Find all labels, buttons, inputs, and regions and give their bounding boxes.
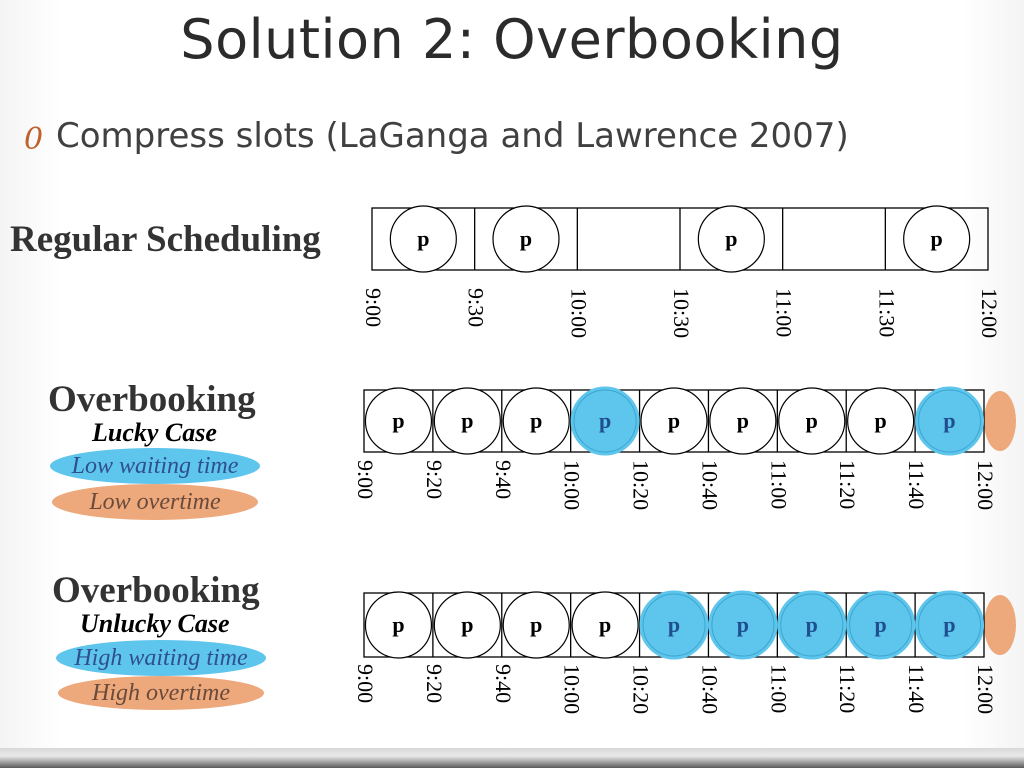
unlucky-schedule-row (353, 592, 1016, 714)
regular-time-label: 9:00 (361, 288, 386, 328)
lucky-case-label: Lucky Case (92, 418, 217, 447)
unlucky-patient-label: p (736, 612, 750, 637)
unlucky-overtime-marker (984, 595, 1016, 655)
lucky-patient-label: p (461, 408, 474, 433)
lucky-time-label: 9:40 (490, 460, 516, 500)
unlucky-case-label: Unlucky Case (80, 609, 230, 638)
lucky-time-label: 10:40 (697, 460, 723, 511)
lucky-time-label: 11:00 (766, 460, 792, 510)
unlucky-time-label: 9:40 (490, 664, 516, 704)
lucky-patient-label: p (805, 408, 818, 433)
lucky-patient-label: p (530, 408, 543, 433)
unlucky-patient-label: p (805, 612, 818, 637)
regular-patient-label: p (417, 226, 430, 251)
lucky-overtime-marker (984, 391, 1016, 451)
lucky-time-label: 11:40 (904, 460, 930, 510)
regular-scheduling-label: Regular Scheduling (10, 219, 321, 260)
unlucky-time-label: 9:00 (353, 664, 378, 704)
lucky-time-label: 9:00 (353, 460, 378, 500)
unlucky-time-label: 9:20 (421, 664, 447, 704)
lucky-patient-label: p (736, 408, 750, 433)
unlucky-patient-label: p (598, 612, 612, 637)
lucky-patient-label: p (943, 408, 956, 433)
regular-time-label: 11:30 (874, 288, 900, 338)
unlucky-patient-label: p (667, 612, 681, 637)
regular-patient-label: p (725, 226, 738, 251)
regular-patient-label: p (519, 226, 533, 251)
slide-title: Solution 2: Overbooking (180, 8, 844, 71)
bullet-marker: 0 (24, 122, 44, 157)
lucky-time-label: 12:00 (973, 460, 998, 511)
regular-time-label: 12:00 (977, 288, 1002, 339)
lucky-patient-label: p (667, 408, 681, 433)
lucky-time-label: 10:00 (559, 460, 585, 511)
unlucky-patient-label: p (874, 612, 887, 637)
lucky-patient-label: p (392, 408, 405, 433)
bullet-text: Compress slots (LaGanga and Lawrence 2007) (56, 116, 849, 156)
lucky-time-label: 10:20 (628, 460, 654, 511)
unlucky-overtime-pill: High overtime (58, 676, 264, 710)
unlucky-patient-label: p (943, 612, 956, 637)
regular-time-label: 11:00 (771, 288, 797, 338)
lucky-time-label: 11:20 (835, 460, 861, 510)
lucky-patient-label: p (874, 408, 887, 433)
lucky-overbooking-label: Overbooking (48, 379, 256, 420)
regular-time-label: 10:30 (669, 288, 694, 339)
slide-bottom-bar (0, 748, 1024, 768)
unlucky-patient-label: p (461, 612, 474, 637)
regular-schedule-row (361, 206, 1002, 338)
lucky-overtime-pill: Low overtime (52, 484, 258, 520)
unlucky-time-label: 11:00 (766, 664, 792, 714)
regular-time-label: 9:30 (463, 288, 489, 328)
unlucky-time-label: 10:40 (697, 664, 723, 715)
lucky-waiting-pill: Low waiting time (50, 448, 260, 484)
unlucky-waiting-pill: High waiting time (56, 640, 266, 676)
unlucky-patient-label: p (392, 612, 405, 637)
unlucky-time-label: 11:40 (904, 664, 930, 714)
unlucky-overbooking-label: Overbooking (52, 570, 260, 611)
unlucky-time-label: 12:00 (973, 664, 998, 715)
lucky-schedule-row (353, 388, 1016, 510)
unlucky-time-label: 10:00 (559, 664, 585, 715)
lucky-patient-label: p (598, 408, 612, 433)
regular-time-label: 10:00 (566, 288, 592, 339)
unlucky-time-label: 11:20 (835, 664, 861, 714)
unlucky-patient-label: p (530, 612, 543, 637)
lucky-time-label: 9:20 (421, 460, 447, 500)
regular-patient-label: p (930, 226, 943, 251)
unlucky-time-label: 10:20 (628, 664, 654, 715)
